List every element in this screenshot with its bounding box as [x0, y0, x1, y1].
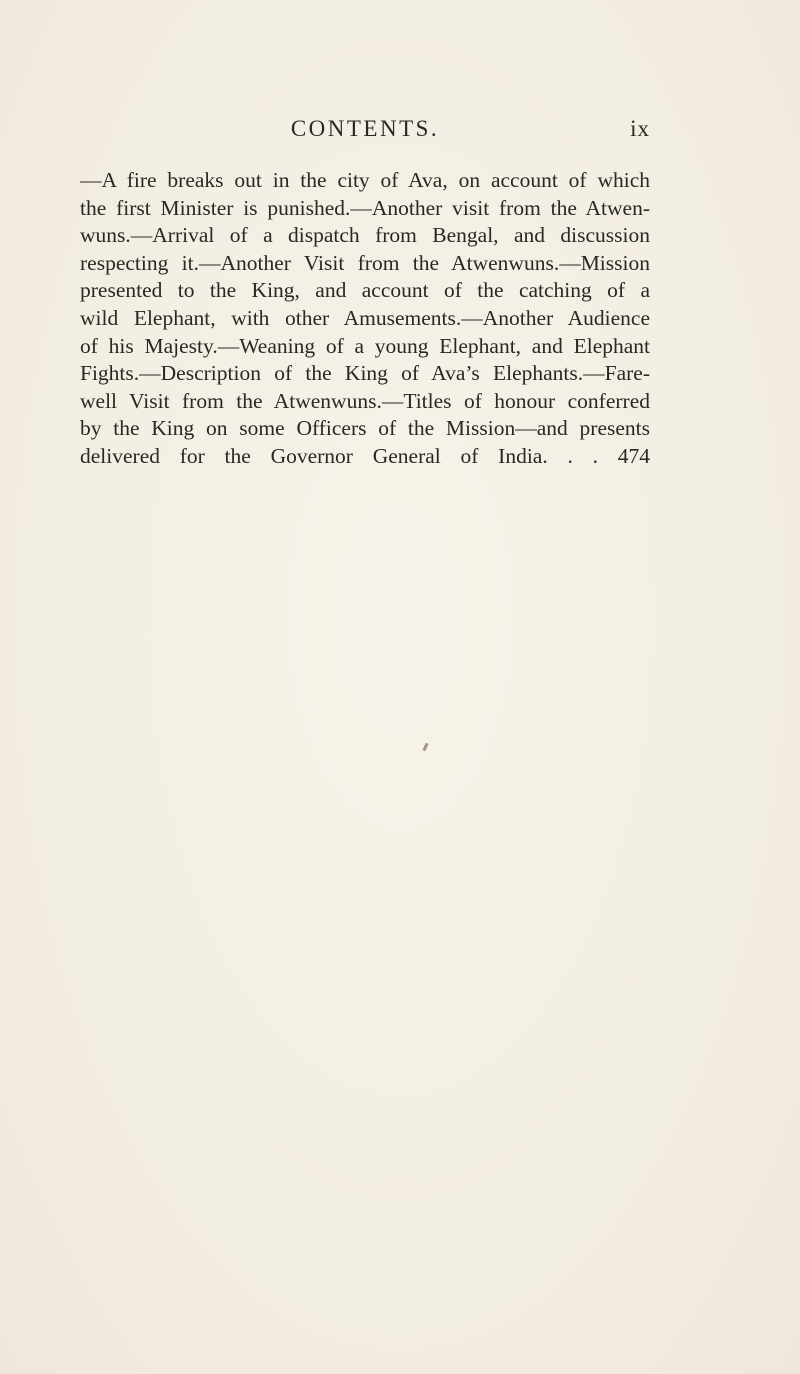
entry-line: by the King on some Officers of the Mission—and presents	[80, 416, 650, 441]
entry-line: wuns.—Arrival of a dispatch from Bengal, and discussion	[80, 223, 650, 248]
entry-line: respecting it.—Another Visit from the Atwenwuns.—Mission	[80, 250, 650, 275]
page-title: CONTENTS.	[290, 116, 440, 141]
ink-speck	[422, 743, 428, 752]
entry-line-with-page-ref: delivered for the Governor General of India. . . 474	[80, 443, 650, 468]
entry-line: —A fire breaks out in the city of Ava, on account of which	[80, 168, 650, 192]
contents-entry	[80, 167, 650, 471]
entry-line: wild Elephant, with other Amusements.—Another Audience	[80, 305, 650, 330]
entry-line: well Visit from the Atwenwuns.—Titles of honour conferred	[80, 388, 650, 413]
entry-line: presented to the King, and account of the catching of a	[80, 278, 650, 303]
entry-line: the first Minister is punished.—Another visit from the Atwen-	[80, 195, 650, 220]
page-number: ix	[630, 116, 650, 141]
entry-line: of his Majesty.—Weaning of a young Elephant, and Elephant	[80, 333, 650, 358]
entry-line: Fights.—Description of the King of Ava’s Elephants.—Fare-	[80, 361, 650, 386]
running-head	[80, 112, 650, 146]
